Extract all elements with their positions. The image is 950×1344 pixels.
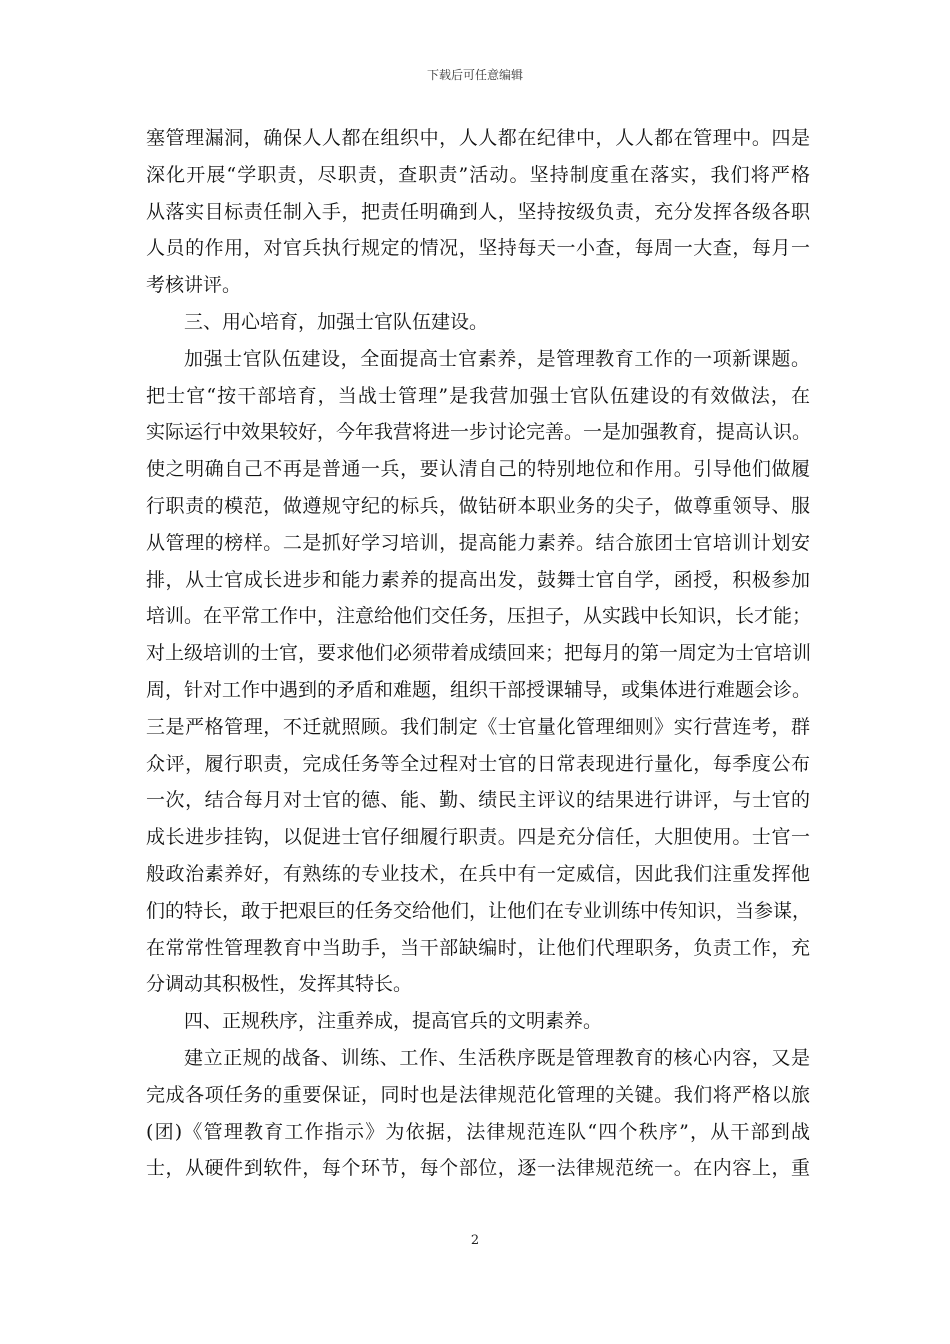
text-line: 建立正规的战备、训练、工作、生活秩序既是管理教育的核心内容，又是 (184, 1046, 810, 1069)
text-line: 考核讲评。 (146, 274, 242, 297)
text-line: 完成各项任务的重要保证，同时也是法律规范化管理的关键。我们将严格以旅 (146, 1083, 810, 1106)
text-line: 从管理的榜样。二是抓好学习培训，提高能力素养。结合旅团士官培训计划安 (146, 531, 810, 554)
text-line: 分调动其积极性，发挥其特长。 (146, 973, 413, 996)
text-line: 加强士官队伍建设，全面提高士官素养，是管理教育工作的一项新课题。 (184, 347, 810, 370)
page-header: 下载后可任意编辑 (426, 68, 523, 82)
text-line: 培训。在平常工作中，注意给他们交任务，压担子，从实践中长知识，长才能； (146, 605, 812, 628)
text-line: 行职责的模范，做遵规守纪的标兵，做钻研本职业务的尖子，做尊重领导、服 (146, 494, 810, 517)
text-line: 使之明确自己不再是普通一兵，要认清自己的特别地位和作用。引导他们做履 (146, 458, 810, 481)
text-line: 从落实目标责任制入手，把责任明确到人，坚持按级负责，充分发挥各级各职 (146, 200, 810, 223)
text-line: 塞管理漏洞，确保人人都在组织中，人人都在纪律中，人人都在管理中。四是 (146, 127, 810, 149)
text-line: 众评，履行职责，完成任务等全过程对士官的日常表现进行量化，每季度公布 (146, 752, 810, 775)
text-line: 人员的作用，对官兵执行规定的情况，坚持每天一小查，每周一大查，每月一 (146, 237, 810, 260)
document-body (146, 120, 810, 1187)
page-number: 2 (470, 1233, 480, 1248)
text-line: 士，从硬件到软件，每个环节，每个部位，逐一法律规范统一。在内容上，重 (146, 1157, 810, 1180)
section-heading: 三、用心培育，加强士官队伍建设。 (184, 310, 489, 333)
text-line: (团)《管理教育工作指示》为依据，法律规范连队“四个秩序”，从干部到战 (146, 1120, 810, 1143)
text-line: 周，针对工作中遇到的矛盾和难题，组织干部授课辅导，或集体进行难题会诊。 (146, 678, 812, 701)
text-line: 们的特长，敢于把艰巨的任务交给他们，让他们在专业训练中传知识，当参谋， (146, 899, 812, 922)
text-line: 成长进步挂钩，以促进士官仔细履行职责。四是充分信任，大胆使用。士官一 (146, 826, 810, 849)
text-line: 对上级培训的士官，要求他们必须带着成绩回来；把每月的第一周定为士官培训 (146, 642, 812, 665)
text-line: 把士官“按干部培育，当战士管理”是我营加强士官队伍建设的有效做法，在 (146, 384, 810, 407)
text-line: 般政治素养好，有熟练的专业技术，在兵中有一定威信，因此我们注重发挥他 (146, 862, 810, 885)
text-line: 深化开展“学职责，尽职责，查职责”活动。坚持制度重在落实，我们将严格 (146, 163, 810, 186)
text-line: 实际运行中效果较好，今年我营将进一步讨论完善。一是加强教育，提高认识。 (146, 421, 812, 444)
text-line: 排，从士官成长进步和能力素养的提高出发，鼓舞士官自学，函授，积极参加 (146, 568, 810, 591)
text-line: 在常常性管理教育中当助手，当干部缺编时，让他们代理职务，负责工作，充 (146, 936, 810, 959)
text-line: 三是严格管理，不迁就照顾。我们制定《士官量化管理细则》实行营连考，群 (146, 715, 810, 738)
section-heading: 四、正规秩序，注重养成，提高官兵的文明素养。 (184, 1010, 603, 1033)
text-line: 一次，结合每月对士官的德、能、勤、绩民主评议的结果进行讲评，与士官的 (146, 789, 810, 812)
